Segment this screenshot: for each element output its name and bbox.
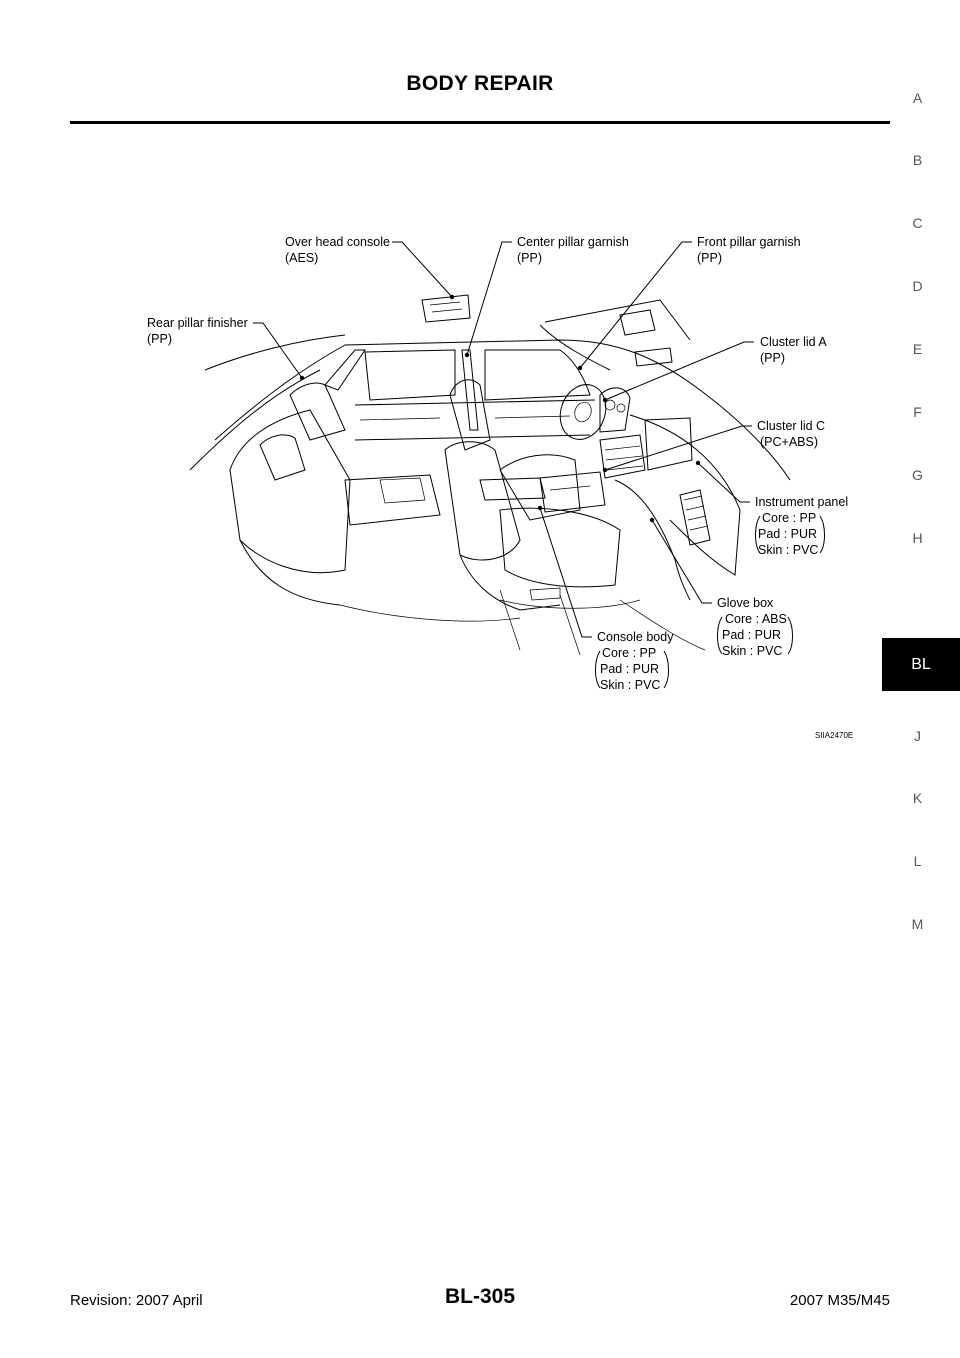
section-index-b[interactable]: B: [912, 152, 923, 168]
car-interior-illustration: [190, 295, 790, 655]
label-overhead-console: Over head console: [285, 235, 390, 249]
footer-page-number: BL-305: [444, 1285, 516, 1308]
label-center-pillar: Center pillar garnish: [517, 235, 629, 249]
label-glove-box-core: Core : ABS: [725, 612, 787, 626]
label-cluster-lid-a-material: (PP): [760, 351, 785, 365]
section-index-c[interactable]: C: [912, 215, 923, 231]
label-cluster-lid-a: Cluster lid A: [760, 335, 827, 349]
label-cluster-lid-c-material: (PC+ABS): [760, 435, 819, 449]
callout-labels: [147, 235, 853, 740]
page-title: BODY REPAIR: [406, 72, 554, 95]
label-cluster-lid-c: Cluster lid C: [757, 419, 826, 433]
label-instrument-panel: Instrument panel: [755, 495, 849, 509]
section-index-j[interactable]: J: [914, 728, 921, 744]
label-front-pillar: Front pillar garnish: [697, 235, 801, 249]
label-console-body-pad: Pad : PUR: [600, 662, 660, 676]
label-overhead-console-material: (AES): [285, 251, 319, 265]
section-index-h[interactable]: H: [912, 530, 923, 546]
section-index-bl-active[interactable]: BL: [882, 638, 960, 691]
footer-model: 2007 M35/M45: [789, 1292, 890, 1309]
callout-leaders: [253, 242, 754, 637]
section-index-g[interactable]: G: [912, 467, 923, 483]
section-index-e[interactable]: E: [912, 341, 923, 357]
section-index-a[interactable]: A: [912, 90, 923, 106]
section-index-f[interactable]: F: [913, 404, 922, 420]
label-console-body-core: Core : PP: [602, 646, 657, 660]
label-glove-box: Glove box: [717, 596, 774, 610]
section-index-m[interactable]: M: [911, 916, 924, 932]
footer-revision: Revision: 2007 April: [70, 1292, 203, 1309]
label-instrument-panel-core: Core : PP: [762, 511, 817, 525]
section-index-d[interactable]: D: [912, 278, 923, 294]
label-console-body-skin: Skin : PVC: [600, 678, 661, 692]
label-glove-box-pad: Pad : PUR: [722, 628, 782, 642]
section-index-l[interactable]: L: [913, 853, 922, 869]
label-rear-pillar-material: (PP): [147, 332, 172, 346]
section-index-k[interactable]: K: [912, 790, 923, 806]
label-center-pillar-material: (PP): [517, 251, 542, 265]
label-rear-pillar: Rear pillar finisher: [147, 316, 248, 330]
figure-id: SIIA2470E: [815, 731, 854, 740]
label-instrument-panel-skin: Skin : PVC: [758, 543, 819, 557]
label-console-body: Console body: [597, 630, 674, 644]
label-instrument-panel-pad: Pad : PUR: [758, 527, 818, 541]
label-glove-box-skin: Skin : PVC: [722, 644, 783, 658]
label-front-pillar-material: (PP): [697, 251, 722, 265]
